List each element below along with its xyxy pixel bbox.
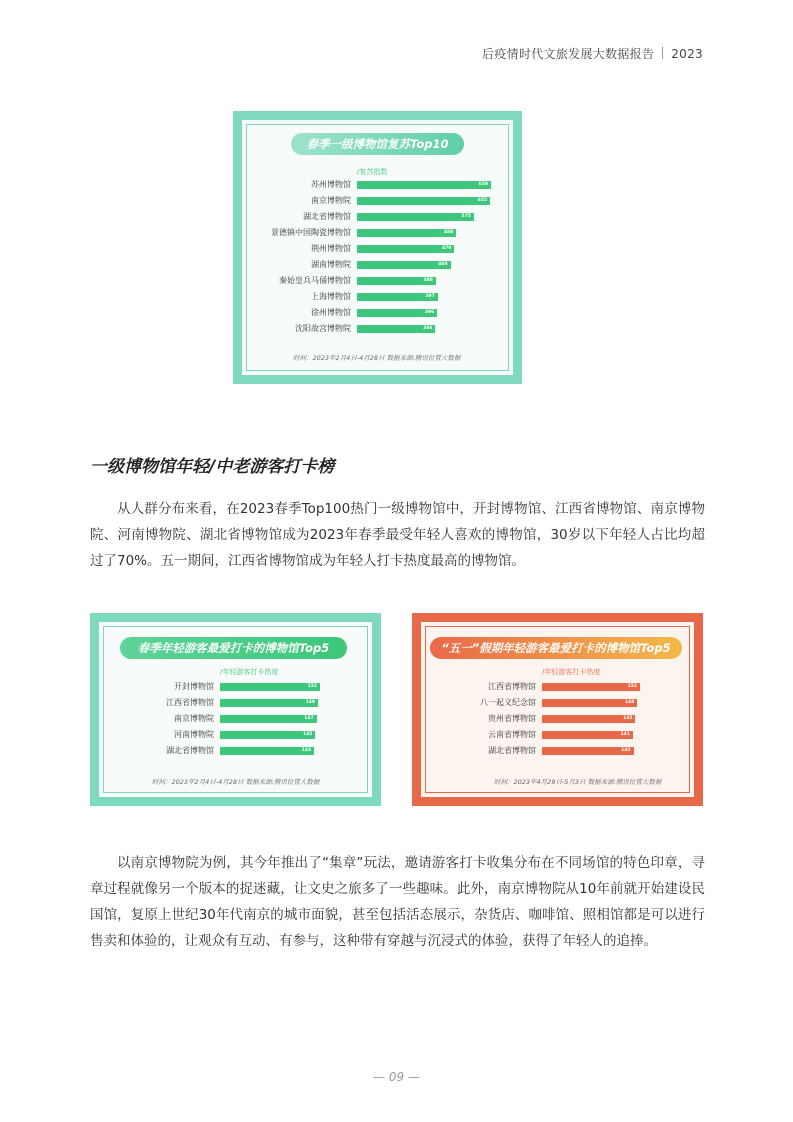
bar (357, 213, 474, 221)
bar-row (418, 711, 688, 727)
bar-row (418, 743, 688, 759)
bar-row (96, 711, 366, 727)
bar-row (239, 193, 509, 209)
bar-value-label: 143 (301, 748, 312, 753)
bar-category-label: 秦始皇兵马俑博物馆 (279, 276, 351, 285)
section-heading: 一级博物馆年轻/中老游客打卡榜 (90, 457, 335, 477)
bar-category-label: 湖北省博物馆 (166, 746, 214, 755)
bar-value-label: 575 (461, 214, 471, 219)
bar-row (239, 257, 509, 273)
bar-category-label: 八一起义纪念馆 (480, 698, 536, 707)
bar (542, 699, 637, 707)
chart-metric-label: /复苏指数 (357, 168, 388, 176)
bar (542, 747, 634, 755)
bar (357, 293, 438, 301)
bar (542, 683, 640, 691)
chart-title: 春季一级博物馆复苏Top10 (291, 133, 464, 155)
page-header (482, 45, 703, 62)
chart-source: 时间：2023年2月4日-4月28日 数据来源:腾讯位置大数据 (152, 778, 320, 786)
bar-category-label: 云南省博物馆 (488, 730, 536, 739)
bar-value-label: 396 (424, 310, 435, 315)
bar-row (239, 305, 509, 321)
paragraph-1: 从人群分布来看，在2023春季Top100热门一级博物馆中，开封博物馆、江西省博物馆、南京博物院、河南博物院、湖北省博物馆成为2023年春季最受年轻人喜欢的博物馆，30岁以下年轻人占比均超过了70%。五一期间，江西省博物馆成为年轻人打卡热度最高的博物馆。 (90, 501, 705, 569)
bar-category-label: 江西省博物馆 (488, 682, 536, 691)
bar-category-label: 景德镇中国陶瓷博物馆 (271, 228, 351, 237)
chart-metric-label: /年轻游客打卡热度 (220, 668, 279, 676)
chart-card-spring-young-top5 (90, 613, 381, 806)
bar-row (239, 241, 509, 257)
bar-category-label: 贵州省博物馆 (488, 714, 536, 723)
bar-value-label: 145 (302, 732, 313, 737)
bar-value-label: 397 (425, 294, 435, 299)
bar-value-label: 152 (307, 684, 317, 689)
bar (542, 715, 635, 723)
bar-value-label: 145 (623, 716, 633, 721)
bar-value-label: 479 (441, 246, 452, 251)
bar-category-label: 徐州博物馆 (311, 308, 351, 317)
bar (357, 277, 436, 285)
bar-row (418, 727, 688, 743)
bar-category-label: 河南博物院 (174, 730, 214, 739)
bar (220, 731, 315, 739)
chart-title: “五一”假期年轻游客最爱打卡的博物馆Top5 (430, 637, 682, 659)
bar-category-label: 江西省博物馆 (166, 698, 214, 707)
bar (357, 261, 451, 269)
bar-row (239, 177, 509, 193)
bar-row (418, 695, 688, 711)
bar-category-label: 湖北省博物馆 (488, 746, 536, 755)
chart-metric-label: /年轻游客打卡热度 (542, 668, 601, 676)
header-divider (662, 47, 663, 59)
bar-category-label: 南京博物院 (174, 714, 214, 723)
bar (357, 229, 456, 237)
bar-row (96, 695, 366, 711)
chart-card-recovery-top10 (233, 111, 522, 384)
bar-value-label: 388 (423, 278, 433, 283)
page-number: — 09 — (373, 1070, 420, 1084)
bar-row (239, 225, 509, 241)
bar-value-label: 386 (423, 326, 433, 331)
bar-value-label: 147 (304, 716, 314, 721)
chart-card-mayday-young-top5 (412, 613, 703, 806)
bar (220, 747, 314, 755)
bar (357, 245, 454, 253)
bar-row (239, 209, 509, 225)
bar (357, 325, 435, 333)
bar (220, 715, 317, 723)
bar-row (418, 679, 688, 695)
bar (220, 683, 320, 691)
bar-value-label: 142 (621, 748, 631, 753)
bar-category-label: 沈阳故宫博物院 (295, 324, 351, 333)
bar-category-label: 荆州博物馆 (311, 244, 351, 253)
bar-value-label: 141 (620, 732, 630, 737)
bar-value-label: 152 (627, 684, 637, 689)
bar-row (239, 321, 509, 337)
bar-value-label: 488 (443, 230, 454, 235)
bar-value-label: 659 (478, 182, 488, 187)
chart-source: 时间：2023年4月29日-5月3日 数据来源:腾讯位置大数据 (494, 778, 662, 786)
bar (357, 197, 490, 205)
paragraph-2: 以南京博物院为例，其今年推出了“集章”玩法，邀请游客打卡收集分布在不同场馆的特色印章，寻章过程就像另一个版本的捉迷藏，让文史之旅多了一些趣味。此外，南京博物院从10年前就开始建设民国馆，复原上世纪30年代南京的城市面貌，甚至包括活态展示，杂货店、咖啡馆、照相馆都是可以进行售卖和体验的，让观众有互动、有参与，这种带有穿越与沉浸式的体验，获得了年轻人的追捧。 (90, 855, 705, 949)
bar (357, 181, 491, 189)
report-title: 后疫情时代文旅发展大数据报告 (482, 47, 655, 61)
bar-category-label: 湖北省博物馆 (303, 212, 351, 221)
bar-row (96, 679, 366, 695)
bar-row (96, 743, 366, 759)
bar-value-label: 460 (438, 262, 448, 267)
bar (220, 699, 318, 707)
bar-category-label: 开封博物馆 (174, 682, 214, 691)
bar (542, 731, 633, 739)
report-year: 2023 (671, 47, 703, 61)
chart-title: 春季年轻游客最爱打卡的博物馆Top5 (120, 637, 347, 659)
bar-category-label: 南京博物院 (311, 196, 351, 205)
bar-category-label: 湖南博物院 (311, 260, 351, 269)
bar-value-label: 655 (477, 198, 488, 203)
bar-category-label: 苏州博物馆 (311, 180, 351, 189)
bar-category-label: 上海博物馆 (311, 292, 351, 301)
bar (357, 309, 437, 317)
bar-row (239, 273, 509, 289)
bar-value-label: 149 (305, 700, 316, 705)
bar-row (239, 289, 509, 305)
bar-value-label: 148 (625, 700, 635, 705)
chart-source: 时间：2023年2月4日-4月28日 数据来源:腾讯位置大数据 (293, 354, 461, 362)
bar-row (96, 727, 366, 743)
